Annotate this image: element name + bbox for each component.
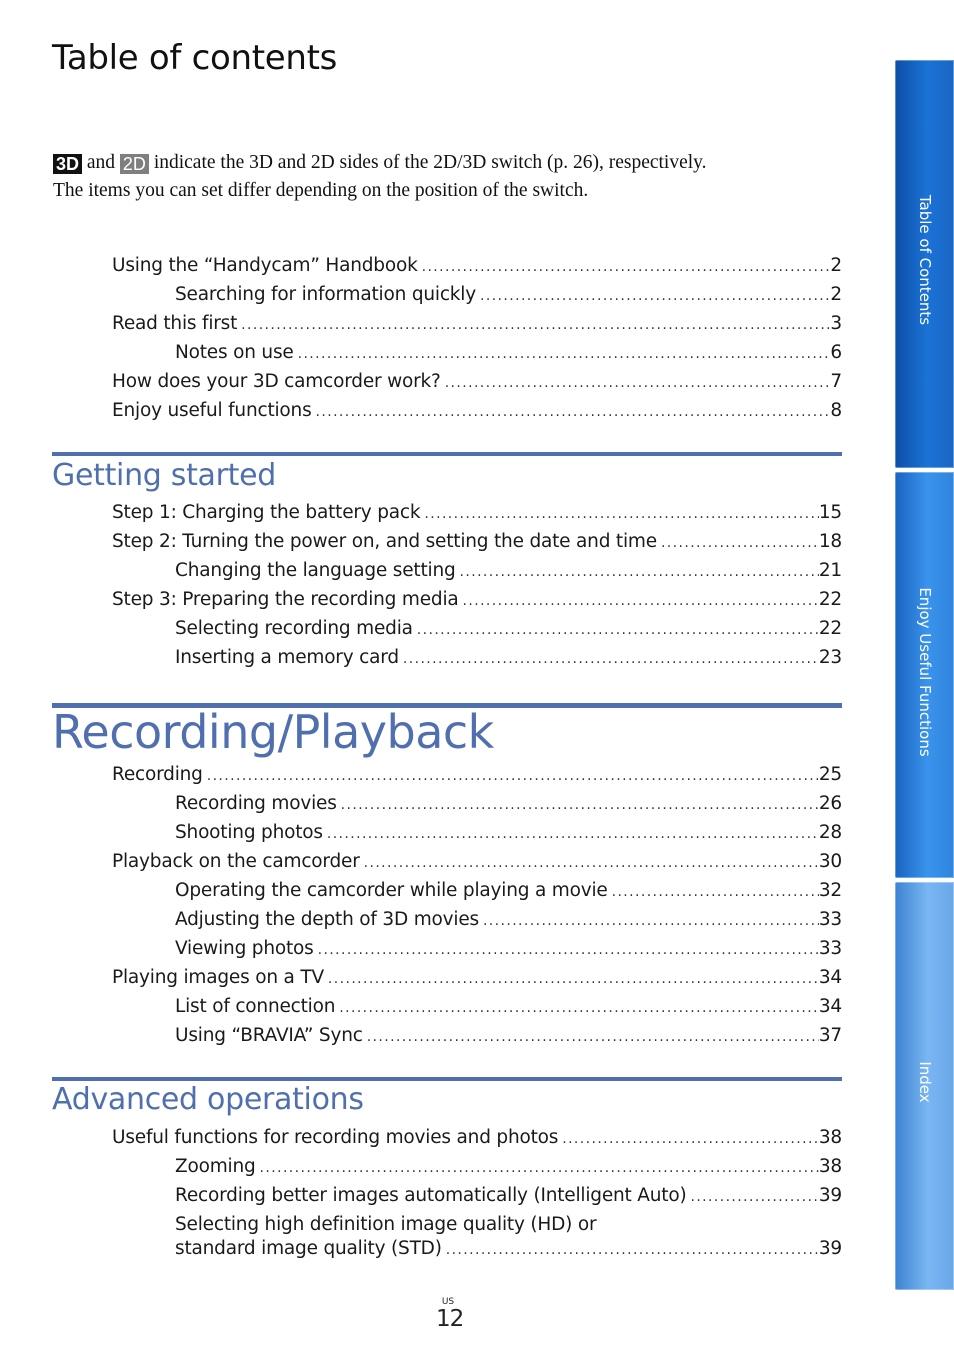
toc-getting-started-list bbox=[112, 502, 842, 676]
section-title-recording-playback: Recording/Playback bbox=[52, 705, 494, 759]
side-tab-label: Enjoy Useful Functions bbox=[915, 587, 934, 757]
leader-dots bbox=[459, 593, 819, 609]
section-title-advanced-operations: Advanced operations bbox=[52, 1082, 364, 1117]
toc-entry-depth-3d[interactable]: Adjusting the depth of 3D movies ..... 33 bbox=[112, 909, 842, 938]
toc-entry-playback[interactable]: Playback on the camcorder ..... 30 bbox=[112, 851, 842, 880]
leader-dots bbox=[479, 913, 819, 929]
toc-entry-step-2[interactable]: Step 2: Turning the power on, and setting the date and time ..... 18 bbox=[112, 531, 842, 560]
toc-entry-step-3[interactable]: Step 3: Preparing the recording media ..... 22 bbox=[112, 589, 842, 618]
toc-advanced-operations-list bbox=[112, 1127, 842, 1267]
toc-entry-list-of-connection[interactable]: List of connection ..... 34 bbox=[112, 996, 842, 1025]
toc-page-number: 38 bbox=[818, 1127, 842, 1148]
toc-page-number: 18 bbox=[818, 531, 842, 552]
leader-dots bbox=[476, 288, 830, 304]
leader-dots bbox=[657, 535, 819, 551]
toc-page-number: 34 bbox=[818, 967, 842, 988]
leader-dots bbox=[294, 346, 831, 362]
toc-entry-searching[interactable]: Searching for information quickly ..... 2 bbox=[112, 284, 842, 313]
toc-page-number: 6 bbox=[830, 342, 842, 363]
toc-page-number: 7 bbox=[830, 371, 842, 392]
toc-page-number: 37 bbox=[818, 1025, 842, 1046]
toc-entry-notes-on-use[interactable]: Notes on use ..... 6 bbox=[112, 342, 842, 371]
toc-page-number: 26 bbox=[818, 793, 842, 814]
toc-page-number: 34 bbox=[818, 996, 842, 1017]
toc-entry-operating-playback[interactable]: Operating the camcorder while playing a movie ..... 32 bbox=[112, 880, 842, 909]
toc-entry-language[interactable]: Changing the language setting ..... 21 bbox=[112, 560, 842, 589]
section-divider bbox=[52, 452, 842, 456]
toc-page-number: 15 bbox=[818, 502, 842, 523]
toc-page-number: 28 bbox=[818, 822, 842, 843]
toc-overview-list bbox=[112, 255, 842, 429]
toc-entry-intelligent-auto[interactable]: Recording better images automatically (Intelligent Auto) ..... 39 bbox=[112, 1185, 842, 1214]
page-region-code: US bbox=[441, 1297, 455, 1307]
section-divider bbox=[52, 1077, 842, 1081]
leader-dots bbox=[686, 1189, 818, 1205]
toc-entry-bravia-sync[interactable]: Using “BRAVIA” Sync ..... 37 bbox=[112, 1025, 842, 1054]
toc-entry-useful-functions[interactable]: Useful functions for recording movies and photos ..... 38 bbox=[112, 1127, 842, 1156]
page-number-value: 12 bbox=[436, 1306, 464, 1332]
intro-and: and bbox=[86, 152, 116, 173]
toc-entry-shooting-photos[interactable]: Shooting photos ..... 28 bbox=[112, 822, 842, 851]
intro-line-1-text: indicate the 3D and 2D sides of the 2D/3D switch (p. 26), respectively. bbox=[153, 152, 707, 173]
side-tab-enjoy-useful-functions[interactable] bbox=[895, 472, 954, 878]
intro-note bbox=[53, 149, 853, 205]
toc-page-number: 2 bbox=[830, 284, 842, 305]
toc-entry-selecting-media[interactable]: Selecting recording media ..... 22 bbox=[112, 618, 842, 647]
toc-entry-image-quality-line-2[interactable]: standard image quality (STD) ..... 39 bbox=[112, 1238, 842, 1267]
toc-recording-playback-list bbox=[112, 764, 842, 1054]
side-tab-table-of-contents[interactable] bbox=[895, 60, 954, 468]
3d-badge-icon: 3D bbox=[53, 154, 82, 174]
side-tab-index[interactable] bbox=[895, 882, 954, 1290]
leader-dots bbox=[363, 1029, 819, 1045]
toc-entry-zooming[interactable]: Zooming ..... 38 bbox=[112, 1156, 842, 1185]
page-title: Table of contents bbox=[52, 38, 338, 78]
2d-badge-icon: 2D bbox=[120, 154, 149, 174]
side-tab-label: Table of Contents bbox=[915, 194, 934, 326]
toc-page-number: 8 bbox=[830, 400, 842, 421]
toc-entry-playing-on-tv[interactable]: Playing images on a TV ..... 34 bbox=[112, 967, 842, 996]
side-tab-label: Index bbox=[915, 1061, 934, 1103]
leader-dots bbox=[203, 768, 819, 784]
toc-page-number: 39 bbox=[818, 1185, 842, 1206]
toc-page-number: 39 bbox=[818, 1238, 842, 1259]
leader-dots bbox=[360, 855, 819, 871]
toc-entry-handbook[interactable]: Using the “Handycam” Handbook ..... 2 bbox=[112, 255, 842, 284]
toc-entry-enjoy-functions[interactable]: Enjoy useful functions ..... 8 bbox=[112, 400, 842, 429]
leader-dots bbox=[323, 826, 819, 842]
intro-line-1 bbox=[53, 149, 853, 177]
leader-dots bbox=[442, 1242, 819, 1258]
toc-page-number: 22 bbox=[818, 589, 842, 610]
leader-dots bbox=[418, 259, 831, 275]
toc-page-number: 32 bbox=[818, 880, 842, 901]
toc-page-number: 33 bbox=[818, 909, 842, 930]
leader-dots bbox=[441, 375, 831, 391]
toc-page-number: 25 bbox=[818, 764, 842, 785]
toc-page-number: 3 bbox=[830, 313, 842, 334]
leader-dots bbox=[337, 797, 819, 813]
leader-dots bbox=[256, 1160, 819, 1176]
leader-dots bbox=[456, 564, 819, 580]
toc-page-number: 23 bbox=[818, 647, 842, 668]
toc-page-number: 30 bbox=[818, 851, 842, 872]
leader-dots bbox=[420, 506, 818, 522]
page-number bbox=[436, 1297, 464, 1332]
toc-entry-how-3d-works[interactable]: How does your 3D camcorder work? ..... 7 bbox=[112, 371, 842, 400]
leader-dots bbox=[335, 1000, 819, 1016]
leader-dots bbox=[314, 942, 819, 958]
toc-page-number: 22 bbox=[818, 618, 842, 639]
toc-entry-viewing-photos[interactable]: Viewing photos ..... 33 bbox=[112, 938, 842, 967]
leader-dots bbox=[399, 651, 819, 667]
toc-page-number: 2 bbox=[830, 255, 842, 276]
toc-entry-read-this-first[interactable]: Read this first ..... 3 bbox=[112, 313, 842, 342]
toc-entry-image-quality-line-1[interactable]: Selecting high definition image quality (HD) or bbox=[175, 1214, 597, 1235]
toc-entry-memory-card[interactable]: Inserting a memory card ..... 23 bbox=[112, 647, 842, 676]
leader-dots bbox=[324, 971, 819, 987]
leader-dots bbox=[608, 884, 819, 900]
leader-dots bbox=[237, 317, 830, 333]
toc-entry-step-1[interactable]: Step 1: Charging the battery pack ..... 15 bbox=[112, 502, 842, 531]
leader-dots bbox=[558, 1131, 819, 1147]
side-tab-bar bbox=[895, 60, 954, 1290]
toc-page-number: 21 bbox=[818, 560, 842, 581]
leader-dots bbox=[312, 404, 831, 420]
leader-dots bbox=[413, 622, 819, 638]
intro-line-2: The items you can set differ depending on the position of the switch. bbox=[53, 180, 589, 201]
toc-entry-recording[interactable]: Recording ..... 25 bbox=[112, 764, 842, 793]
toc-entry-recording-movies[interactable]: Recording movies ..... 26 bbox=[112, 793, 842, 822]
section-title-getting-started: Getting started bbox=[52, 458, 277, 493]
toc-page-number: 33 bbox=[818, 938, 842, 959]
toc-page-number: 38 bbox=[818, 1156, 842, 1177]
